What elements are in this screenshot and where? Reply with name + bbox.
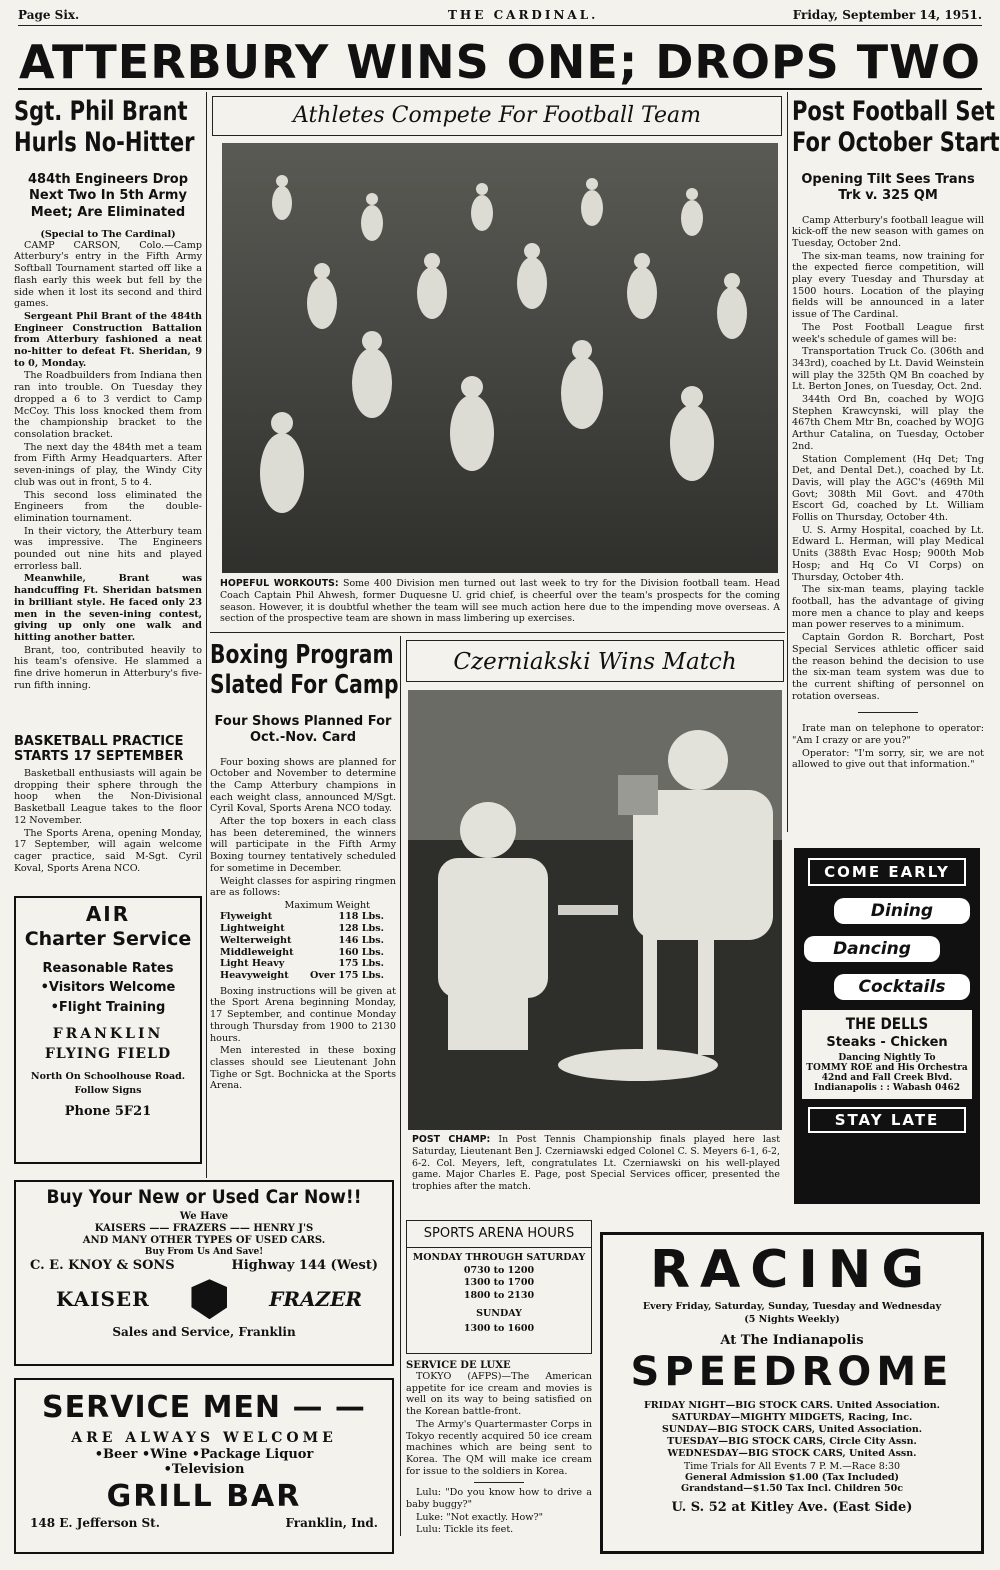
service-deluxe-article — [406, 1360, 592, 1537]
racing-ad — [600, 1232, 984, 1554]
paragraph: Station Complement (Hq Det; Tng Det, and Dental Det.), coached by Lt. Davis, will play the AGC's (469th Mil Govt; 308th Mil Govt. and 470th Escort Gd, coached by Lt. William Follis on Thursday, October 4th. — [792, 453, 984, 524]
post-football-body — [792, 215, 984, 703]
tennis-caption — [412, 1134, 780, 1193]
dells-dining: Dining — [834, 898, 970, 924]
paragraph: Meanwhile, Brant was handcuffing Ft. Sheridan batsmen in brilliant style. He faced only 23 men in the seven-ining contest, giving up only one walk and hitting another batter. — [14, 573, 202, 643]
operator-joke — [792, 723, 984, 771]
grill-city: Franklin, Ind. — [285, 1515, 378, 1530]
weight-max: 128 Lbs. — [338, 923, 384, 935]
car-other: AND MANY OTHER TYPES OF USED CARS. — [82, 1234, 326, 1246]
caption-text: Some 400 Division men turned out last week to try for the Division football team. Head Coach Captain Phil Ahwesh, former Duquesne U. grid chief, is cheerful over the team's prospects for the coming season. However, it is doubtful whether the team will see much action here due to the impending move overseas. A section of the prospective team are shown in mass limbering up exercises. — [220, 578, 780, 625]
paragraph: 344th Ord Bn, coached by WOJG Stephen Krawcynski, will play the 467th Chem Mtr Bn, coached by WOJG Arthur Catalina, on Tuesday, October 2nd. — [792, 394, 984, 452]
football-workout-photo — [222, 143, 778, 573]
lulu-joke — [406, 1487, 592, 1536]
boxing-article — [210, 640, 399, 1093]
paragraph: Four boxing shows are planned for October and November to determine the Camp Atterbury champions in each weight class, announced M/Sgt. Cyril Koval, Sports Arena NCO today. — [210, 756, 396, 815]
brant-deck: 484th Engineers Drop Next Two In 5th Army Meet; Are Eliminated — [27, 172, 189, 220]
air-subtitle: Charter Service — [24, 928, 192, 950]
grill-title: SERVICE MEN — — — [42, 1390, 366, 1425]
column-rule — [400, 636, 401, 1536]
paragraph: The six-man teams, now training for the expected fierce competition, will play every Tuesday and Thursday at 1500 hours. Location of the playing fields will be announced in a later issue of The Cardinal. — [792, 250, 984, 321]
weight-class: Heavyweight — [220, 970, 289, 981]
shield-icon — [191, 1279, 227, 1319]
caption-lead: POST CHAMP: — [412, 1134, 491, 1145]
basketball-body — [14, 768, 202, 874]
arena-weekday-label: MONDAY THROUGH SATURDAY — [412, 1252, 586, 1263]
paragraph: Camp Atterbury's football league will kick-off the new season with games on Tuesday, October 2nd. — [792, 214, 984, 249]
paragraph: Boxing instructions will be given at the Sport Arena beginning Monday, 17 September, and continue Monday through Thursday from 1900 to 2130 hours. — [210, 985, 396, 1044]
boxing-body-2 — [210, 986, 396, 1092]
racing-title: RACING — [650, 1240, 934, 1300]
paragraph: Weight classes for aspiring ringmen are as follows: — [210, 875, 396, 899]
weight-row — [220, 923, 384, 935]
car-we-have: We Have — [179, 1210, 229, 1222]
paragraph: The Army's Quartermaster Corps in Tokyo recently acquired 50 ice cream machines which are being sent to Korea. The QM will make ice cream for issue to the soldiers in Korea. — [406, 1418, 592, 1477]
grill-address: 148 E. Jefferson St. — [30, 1515, 160, 1530]
frazer-logo: FRAZER — [269, 1287, 362, 1312]
dells-line: TOMMY ROE and His Orchestra — [806, 1063, 968, 1073]
car-sales: Sales and Service, Franklin — [112, 1325, 296, 1340]
car-ad — [14, 1180, 394, 1366]
car-title: Buy Your New or Used Car Now!! — [46, 1186, 362, 1208]
car-buy: Buy From Us And Save! — [144, 1246, 264, 1257]
weight-row — [220, 911, 384, 923]
arena-sunday-hours: 1300 to 1600 — [463, 1323, 535, 1335]
arena-hours: 1300 to 1700 — [463, 1277, 535, 1289]
paragraph: The next day the 484th met a team from Fifth Army Headquarters. After seven-inings of play, the Windy City club was out in front, 5 to 4. — [14, 441, 202, 488]
column-rule — [206, 92, 207, 1178]
weight-row — [220, 970, 384, 982]
air-title: AIR — [85, 902, 131, 926]
air-line: Reasonable Rates — [42, 960, 174, 976]
paragraph: In their victory, the Atterbury team was impressive. The Engineers pounded out nine hits and played errorless ball. — [14, 525, 202, 572]
weight-max: 175 Lbs. — [338, 958, 384, 970]
tennis-image — [408, 690, 782, 1130]
weight-max: 146 Lbs. — [338, 934, 384, 946]
racing-grandstand: Grandstand—$1.50 Tax Incl. Children 50c — [680, 1483, 904, 1495]
football-caption — [220, 578, 780, 625]
dells-dancing: Dancing — [804, 936, 940, 962]
schedule-line: WEDNESDAY—BIG STOCK CARS, United Assn. — [667, 1447, 917, 1459]
racing-days: Every Friday, Saturday, Sunday, Tuesday and Wednesday — [642, 1301, 942, 1312]
weight-max: 160 Lbs. — [338, 946, 384, 958]
dells-food: Steaks - Chicken — [826, 1035, 948, 1050]
service-deluxe-headline: SERVICE DE LUXE — [406, 1360, 511, 1371]
schedule-line: SATURDAY—MIGHTY MIDGETS, Racing, Inc. — [671, 1411, 913, 1423]
schedule-line: SUNDAY—BIG STOCK CARS, United Association. — [661, 1423, 923, 1435]
grill-address-row — [16, 1516, 392, 1530]
paragraph: TOKYO (AFPS)—The American appetite for ice cream and movies is well on its way to being satisfied on the Korean battle-front. — [406, 1371, 592, 1418]
weight-class: Middleweight — [220, 946, 294, 958]
weight-row — [220, 958, 384, 970]
car-dealer-row — [16, 1258, 392, 1274]
air-line: •Visitors Welcome — [40, 980, 176, 996]
caption-lead: HOPEFUL WORKOUTS: — [220, 578, 339, 589]
grill-tv: •Television — [163, 1462, 245, 1478]
service-deluxe-body — [406, 1371, 592, 1477]
paragraph: After the top boxers in each class has been deteremined, the winners will participate in the Fifth Army Boxing tourney tentatively scheduled for sometime in December. — [210, 816, 396, 874]
basketball-article — [14, 734, 202, 875]
dells-line: 42nd and Fall Creek Blvd. — [821, 1073, 953, 1083]
dells-line: Dancing Nightly To — [838, 1053, 936, 1063]
dells-name: THE DELLS — [845, 1014, 929, 1033]
banner-headline: ATTERBURY WINS ONE; DROPS TWO — [18, 35, 982, 89]
grill-bar-ad — [14, 1378, 394, 1554]
arena-title: SPORTS ARENA HOURS — [407, 1221, 591, 1248]
racing-venue: SPEEDROME — [630, 1349, 954, 1395]
weight-class: Lightweight — [220, 923, 285, 935]
issue-date: Friday, September 14, 1951. — [792, 8, 982, 22]
paragraph: Captain Gordon R. Borchart, Post Special Services athletic officer said the reason behind the decision to use the six-man team system was due to the current shifting of personnel on rotation overseas. — [792, 632, 984, 702]
air-phone: Phone 5F21 — [64, 1103, 152, 1119]
weight-row — [220, 935, 384, 947]
paragraph: U. S. Army Hospital, coached by Lt. Edward L. Herman, will play Medical Units (388th Evac Hosp; 900th Mob Hosp; and Hq Co VI Corps) on Thursday, October 4th. — [792, 524, 984, 583]
car-dealer: C. E. KNOY & SONS — [30, 1257, 175, 1273]
grill-items: •Beer •Wine •Package Liquor — [94, 1446, 314, 1462]
paragraph: This second loss eliminated the Engineers from the double-elimination tournament. — [14, 489, 202, 524]
weight-class: Flyweight — [220, 911, 273, 923]
page-number: Page Six. — [18, 8, 80, 22]
racing-schedule — [603, 1400, 981, 1459]
paragraph: Brant, too, contributed heavily to his team's ofensive. He slammed a fine drive homerun in Atterbury's five-run fifth inning. — [14, 644, 202, 691]
post-football-headline-1: Post Football Set — [792, 96, 995, 127]
car-highway: Highway 144 (West) — [231, 1257, 378, 1273]
paragraph: The six-man teams, playing tackle football, has the advantage of giving more men a chance to play and keeps man power reserves to a minimum. — [792, 584, 984, 631]
dells-cocktails: Cocktails — [834, 974, 970, 1000]
post-football-article — [792, 96, 1000, 772]
arena-sunday-label: SUNDAY — [476, 1308, 522, 1320]
air-charter-ad — [14, 896, 202, 1164]
paragraph: The Roadbuilders from Indiana then ran into trouble. On Tuesday they dropped a 6 to 3 verdict to Camp McCoy. This loss knocked them from the championship bracket to the consolation bracket. — [14, 370, 202, 440]
racing-at: At The Indianapolis — [720, 1333, 864, 1348]
air-signs: Follow Signs — [74, 1084, 142, 1096]
racing-nights: (5 Nights Weekly) — [744, 1314, 840, 1325]
paragraph: Lulu: Tickle its feet. — [416, 1524, 514, 1536]
schedule-line: TUESDAY—BIG STOCK CARS, Circle City Assn. — [667, 1435, 917, 1447]
boxing-deck: Four Shows Planned For Oct.-Nov. Card — [214, 714, 392, 746]
grill-name: GRILL BAR — [106, 1478, 302, 1514]
weight-row — [220, 947, 384, 959]
arena-hours: 1800 to 2130 — [463, 1289, 535, 1301]
boxing-headline-2: Slated For Camp — [210, 670, 399, 700]
brant-headline-2: Hurls No-Hitter — [14, 127, 195, 158]
sports-arena-hours-box — [406, 1220, 592, 1354]
paragraph: CAMP CARSON, Colo.—Camp Atterbury's entry in the Fifth Army Softball Tournament started off like a flash early this week but fell by the side when it lost its second and third games. — [14, 239, 202, 310]
weight-class: Welterweight — [220, 934, 292, 946]
paragraph: Transportation Truck Co. (306th and 343rd), coached by Lt. David Weinstein will play the 325th QM Bn coached by Lt. Berton Jones, on Tuesday, Oct. 2nd. — [792, 346, 984, 393]
brant-headline-1: Sgt. Phil Brant — [14, 96, 188, 127]
paragraph: Irate man on telephone to operator: "Am I crazy or are you?" — [792, 723, 984, 747]
weight-class: Light Heavy — [220, 958, 285, 970]
brant-credit: (Special to The Cardinal) — [40, 228, 176, 240]
masthead — [18, 4, 982, 26]
post-football-deck: Opening Tilt Sees Trans Trk v. 325 QM — [801, 172, 975, 204]
racing-location: U. S. 52 at Kitley Ave. (East Side) — [671, 1500, 913, 1516]
post-football-headline-2: For October Start — [792, 127, 1000, 158]
car-logos — [16, 1273, 392, 1319]
paragraph: Lulu: "Do you know how to drive a baby buggy?" — [406, 1487, 592, 1511]
air-name: FRANKLIN — [52, 1025, 164, 1042]
schedule-line: FRIDAY NIGHT—BIG STOCK CARS. United Association. — [644, 1400, 940, 1411]
column-rule — [787, 92, 788, 832]
basketball-headline: BASKETBALL PRACTICE STARTS 17 SEPTEMBER — [14, 734, 184, 764]
weights-header: Maximum Weight — [284, 899, 370, 911]
weights-table — [220, 911, 384, 981]
dells-ad — [794, 848, 980, 1204]
paragraph: Basketball enthusiasts will again be dropping their sphere through the hoop when the Non-Divisional Basketball League takes to the floor 12 November. — [14, 768, 202, 826]
grill-welcome: ARE ALWAYS WELCOME — [71, 1430, 337, 1446]
boxing-headline-1: Boxing Program — [210, 640, 394, 670]
football-photo-headline: Athletes Compete For Football Team — [212, 96, 782, 136]
boxing-body — [210, 757, 396, 899]
section-rule — [210, 632, 785, 633]
paragraph: The Sports Arena, opening Monday, 17 September, will again welcome cager practice, said M-Sgt. Cyril Koval, Sports Arena NCO. — [14, 827, 202, 874]
car-brands: KAISERS —— FRAZERS —— HENRY J'S — [94, 1222, 314, 1234]
tennis-photo — [408, 690, 782, 1130]
separator — [858, 712, 918, 713]
dells-come-early: COME EARLY — [808, 858, 966, 886]
paragraph: Luke: "Not exactly. How?" — [416, 1511, 544, 1523]
paragraph: Sergeant Phil Brant of the 484th Engineer Construction Battalion from Atterbury fashioned a neat no-hitter to defeat Ft. Sheridan, 9 to 0, Monday. — [14, 310, 202, 369]
dells-stay-late: STAY LATE — [808, 1107, 966, 1133]
weight-max: 118 Lbs. — [338, 911, 384, 923]
caption-text: In Post Tennis Championship finals played here last Saturday, Lieutenant Ben J. Czerniawski edged Colonel C. S. Meyers 6-1, 6-2, 6-2. Col. Meyers, left, congratulates Lt. Czerniawski on his well-played game. Major Charles E. Page, post Special Services officer, presented the trophies after the match. — [412, 1134, 780, 1192]
air-line: •Flight Training — [50, 999, 166, 1015]
air-location: North On Schoolhouse Road. — [30, 1071, 186, 1083]
dells-info — [802, 1010, 972, 1099]
weight-max: Over 175 Lbs. — [310, 970, 384, 981]
czerniakski-headline: Czerniakski Wins Match — [406, 640, 784, 682]
racing-time: Time Trials for All Events 7 P. M.—Race 8:30 — [683, 1461, 901, 1473]
racing-admission: General Admission $1.00 (Tax Included) — [684, 1472, 900, 1484]
separator — [474, 1482, 524, 1483]
kaiser-logo: KAISER — [56, 1287, 150, 1312]
paragraph: Operator: "I'm sorry, sir, we are not allowed to give out that information." — [792, 747, 984, 771]
football-workout-image — [222, 143, 778, 573]
dells-line: Indianapolis : : Wabash 0462 — [814, 1083, 960, 1093]
arena-hours: 0730 to 1200 — [463, 1265, 535, 1276]
air-name: FLYING FIELD — [44, 1046, 172, 1063]
paper-name: THE CARDINAL. — [448, 8, 599, 22]
brant-article — [14, 96, 202, 692]
paragraph: The Post Football League first week's schedule of games will be: — [792, 321, 984, 345]
brant-body — [14, 240, 202, 692]
paragraph: Men interested in these boxing classes should see Lieutenant John Tighe or Sgt. Bochnicka at the Sports Arena. — [210, 1045, 396, 1092]
